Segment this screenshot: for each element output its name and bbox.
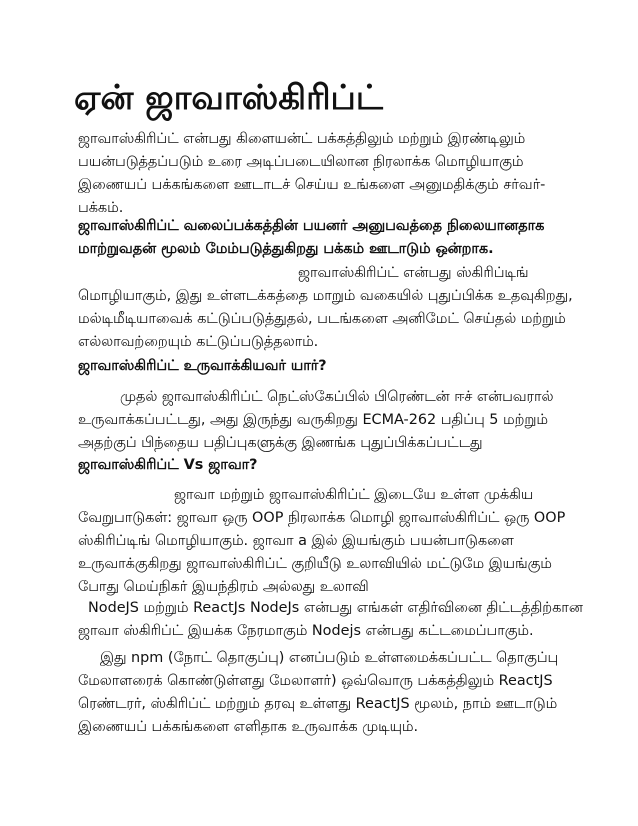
comparison-paragraph <box>78 484 588 599</box>
paragraph-line: அதற்குப் பிந்தைய பதிப்புகளுக்கு இணங்க புதுப்பிக்கப்பட்டது <box>78 435 483 451</box>
nodejs-paragraph <box>78 597 588 643</box>
paragraph-line: ஸ்கிரிப்டிங் மொழியாகும். ஜாவா a இல் இயங்கும் பயன்பாடுகளை <box>78 533 514 549</box>
heading-vs: ஜாவாஸ்கிரிப்ட் Vs ஜாவா? <box>78 457 258 473</box>
paragraph-line: இணையப் பக்கங்களை ஊடாடச் செய்ய உங்களை அனுமதிக்கும் சர்வர்- <box>78 177 546 193</box>
paragraph-line: எல்லாவற்றையும் கட்டுப்படுத்தலாம். <box>78 334 319 350</box>
heading-creator: ஜாவாஸ்கிரிப்ட் உருவாக்கியவர் யார்? <box>78 358 327 374</box>
paragraph-line: பயன்படுத்தப்படும் உரை அடிப்படையிலான நிரலாக்க மொழியாகும் <box>78 154 524 170</box>
paragraph-line: இது npm (நோட் தொகுப்பு) எனப்படும் உள்ளமைக்கப்பட்ட தொகுப்பு <box>100 650 559 666</box>
bold-statement <box>78 215 588 261</box>
scripting-paragraph <box>78 262 588 354</box>
paragraph-line: ஜாவாஸ்கிரிப்ட் என்பது கிளையன்ட் பக்கத்திலும் மற்றும் இரண்டிலும் <box>78 131 526 147</box>
paragraph-line: ஜாவாஸ்கிரிப்ட் என்பது ஸ்கிரிப்டிங் <box>298 265 529 281</box>
paragraph-line: NodeJS மற்றும் ReactJs NodeJs என்பது எங்கள் எதிர்வினை திட்டத்திற்கான <box>88 600 583 616</box>
paragraph-line: ஜாவாஸ்கிரிப்ட் வலைப்பக்கத்தின் பயனர் அனுபவத்தை நிலையானதாக <box>78 218 545 234</box>
paragraph-line: ரெண்டரர், ஸ்கிரிப்ட் மற்றும் தரவு உள்ளது ReactJS மூலம், நாம் ஊடாடும் <box>78 696 558 712</box>
page-title: ஏன் ஜாவாஸ்கிரிப்ட் <box>74 78 383 118</box>
paragraph-line: மொழியாகும், இது உள்ளடக்கத்தை மாறும் வகையில் புதுப்பிக்க உதவுகிறது, <box>78 288 573 304</box>
paragraph-line: மல்டிமீடியாவைக் கட்டுப்படுத்துதல், படங்களை அனிமேட் செய்தல் மற்றும் <box>78 311 566 327</box>
paragraph-line: பக்கம். <box>78 200 124 216</box>
paragraph-line: மாற்றுவதன் மூலம் மேம்படுத்துகிறது பக்கம் ஊடாடும் ஒன்றாக. <box>78 241 494 257</box>
paragraph-line: மேலாளரைக் கொண்டுள்ளது மேலாளர்) ஒவ்வொரு பக்கத்திலும் ReactJS <box>78 673 553 689</box>
paragraph-line: முதல் ஜாவாஸ்கிரிப்ட் நெட்ஸ்கேப்பில் பிரெண்டன் ஈச் என்பவரால் <box>120 389 554 405</box>
npm-paragraph <box>78 647 588 739</box>
paragraph-line: இணையப் பக்கங்களை எளிதாக உருவாக்க முடியும். <box>78 719 419 735</box>
paragraph-line: உருவாக்கப்பட்டது, அது இருந்து வருகிறது ECMA-262 பதிப்பு 5 மற்றும் <box>78 412 548 428</box>
paragraph-line: ஜாவா மற்றும் ஜாவாஸ்கிரிப்ட் இடையே உள்ள முக்கிய <box>174 487 534 503</box>
paragraph-line: ஜாவா ஸ்கிரிப்ட் இயக்க நேரமாகும் Nodejs என்பது கட்டமைப்பாகும். <box>78 623 534 639</box>
paragraph-line: வேறுபாடுகள்: ஜாவா ஒரு OOP நிரலாக்க மொழி ஜாவாஸ்கிரிப்ட் ஒரு OOP <box>78 510 566 526</box>
creator-paragraph <box>78 386 588 455</box>
paragraph-line: போது மெய்நிகர் இயந்திரம் அல்லது உலாவி <box>78 579 369 595</box>
intro-paragraph <box>78 128 588 220</box>
paragraph-line: உருவாக்குகிறது ஜாவாஸ்கிரிப்ட் குறியீடு உலாவியில் மட்டுமே இயங்கும் <box>78 556 552 572</box>
